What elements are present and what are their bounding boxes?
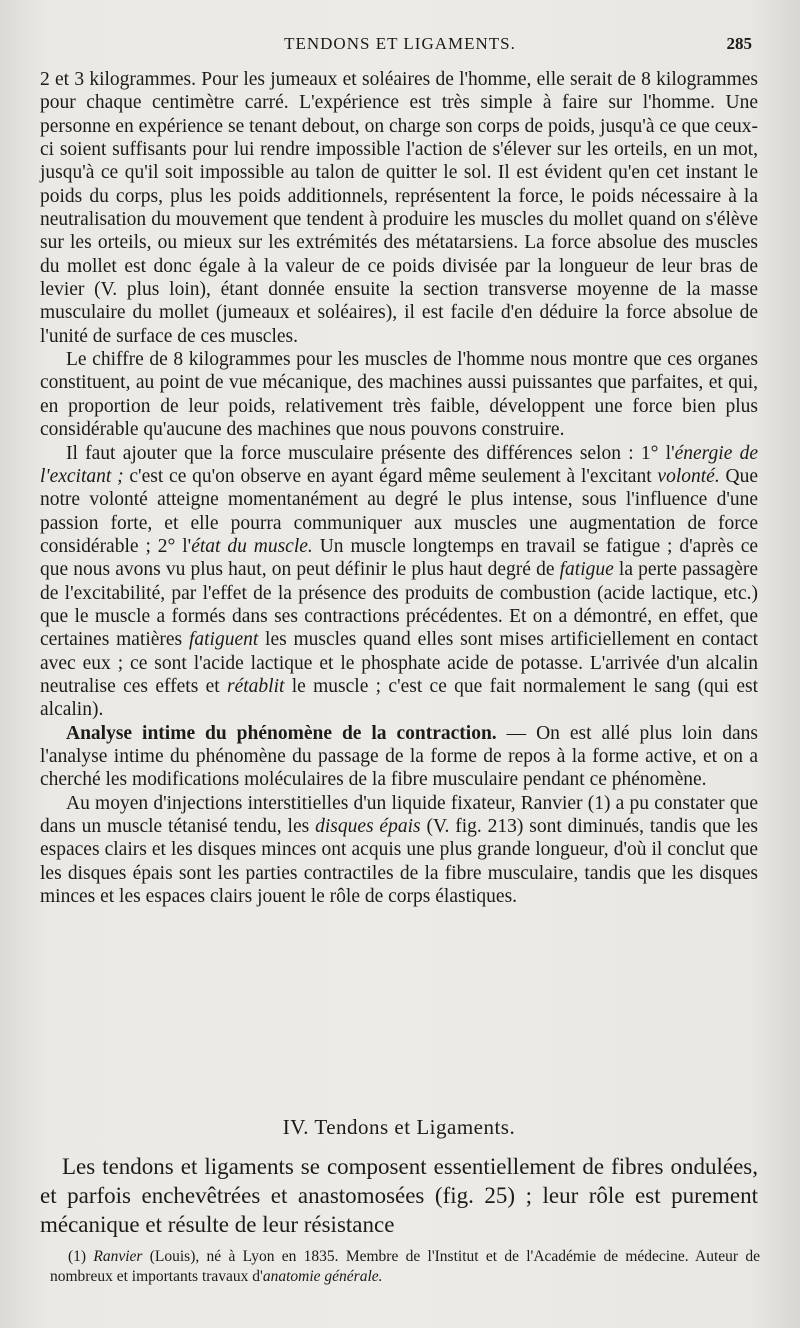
paragraph-5 bbox=[40, 792, 758, 909]
footnote bbox=[50, 1247, 760, 1287]
italic-disques-epais: disques épais bbox=[315, 816, 421, 837]
paragraph-3-text: les muscles quand elles sont mises artificiellement en contact avec eux ; ce sont l'acide lactique et le phosphate acide de potasse. L'arrivée d'un alcalin neutralise ces effets et bbox=[40, 629, 759, 697]
page-header bbox=[40, 34, 760, 58]
paragraph-3-text: Que notre volonté atteigne momentanément au degré le plus intense, sous l'influence d'une passion forte, et elle pourra communiquer aux muscles une augmentation de force considérable ; 2° l' bbox=[40, 465, 758, 557]
italic-volonte: volonté. bbox=[657, 465, 720, 487]
section-title: Tendons et Ligaments. bbox=[314, 1115, 516, 1139]
footnote-italic: anatomie générale. bbox=[262, 1268, 383, 1285]
section-first-paragraph: Les tendons et ligaments se composent essentiellement de fibres ondulées, et parfois enchevêtrées et anastomosées (fig. 25) ; leur rôle est purement mécanique et résulte de leur résistance bbox=[40, 1154, 758, 1237]
footnote-marker: (1) bbox=[68, 1248, 87, 1265]
paragraph-5-text: Au moyen d'injections interstitielles d'un liquide fixateur, Ranvier (1) a pu constater que dans un muscle tétanisé tendu, les bbox=[40, 792, 758, 837]
section-number: IV. bbox=[282, 1115, 309, 1139]
paragraph-2: Le chiffre de 8 kilogrammes pour les muscles de l'homme nous montre que ces organes constituent, au point de vue mécanique, des machines aussi puissantes que parfaites, et qui, en proportion de leur poids, relativement très faible, développent une force bien plus considérable qu'aucune des machines que nous pouvons construire. bbox=[40, 349, 758, 441]
page-number: 285 bbox=[726, 34, 752, 53]
section-heading bbox=[40, 1115, 758, 1140]
paragraph-4-text: — On est allé plus loin dans l'analyse intime du phénomène du passage de la forme de repos à la forme active, et on a cherché les modifications moléculaires de la fibre musculaire pendant ce phénomène. bbox=[40, 722, 758, 791]
paragraph-3-text: Un muscle longtemps en travail se fatigue ; d'après ce que nous avons vu plus haut, on peut définir le plus haut degré de bbox=[40, 535, 759, 581]
paragraph-3-text: c'est ce qu'on observe en ayant égard même seulement à l'excitant bbox=[123, 465, 658, 487]
paragraph-4-run-in-heading: Analyse intime du phénomène de la contraction. bbox=[66, 722, 497, 744]
paragraph-3-text: Il faut ajouter que la force musculaire présente des différences selon : 1° l' bbox=[66, 442, 675, 464]
paragraph-3-text: la perte passagère de l'excitabilité, par l'effet de la présence des produits de combustion (acide lactique, etc.) que le muscle a formés dans ses contractions précédentes. Et on a démontré, en effet, que certaines matières bbox=[40, 559, 758, 651]
running-title: TENDONS ET LIGAMENTS. bbox=[284, 34, 516, 53]
italic-fatigue: fatigue bbox=[559, 559, 614, 581]
footnote-text: (Louis), né à Lyon en 1835. Membre de l'Institut et de l'Académie de médecine. Auteur de nombreux et importants travaux d' bbox=[50, 1248, 761, 1285]
paragraph-4 bbox=[40, 722, 758, 792]
body-text bbox=[40, 68, 758, 908]
paragraph-3-text: le muscle ; c'est ce que fait normalement le sang (qui est alcalin). bbox=[40, 675, 758, 721]
paragraph-5-text: (V. fig. 213) sont diminués, tandis que les espaces clairs et les disques minces ont acquis une plus grande longueur, d'où il conclut que les disques épais sont les parties contractiles de la fibre musculaire, tandis que les disques minces et les espaces clairs jouent le rôle de corps élastiques. bbox=[40, 816, 758, 908]
footnote-name: Ranvier bbox=[93, 1248, 143, 1265]
italic-retablit: rétablit bbox=[227, 675, 285, 697]
italic-energie-excitant: énergie de l'excitant ; bbox=[40, 442, 759, 487]
italic-fatiguent: fatiguent bbox=[188, 629, 259, 651]
italic-etat-du-muscle: état du muscle. bbox=[191, 535, 313, 557]
paragraph-3 bbox=[40, 442, 758, 722]
paragraph-1: 2 et 3 kilogrammes. Pour les jumeaux et soléaires de l'homme, elle serait de 8 kilogrammes pour chaque centimètre carré. L'expérience est très simple à faire sur l'homme. Une personne en expérience se tenant debout, on charge son corps de poids, jusqu'à ce que ceux-ci soient suffisants pour lui rendre impossible l'action de s'élever sur les orteils, en un mot, jusqu'à ce qu'il soit impossible au talon de quitter le sol. Il est évident qu'en cet instant le poids du corps, plus les poids additionnels, représentent la force, le poids nécessaire à la neutralisation du mouvement que tendent à produire les muscles du mollet quand on s'élève sur les orteils, ou mieux sur les extrémités des métatarsiens. La force absolue des muscles du mollet est donc égale à la valeur de ce poids divisée par la longueur de leur bras de levier (V. plus loin), étant donnée ensuite la section transverse moyenne de la masse musculaire du mollet (jumeaux et soléaires), il est facile d'en déduire la force absolue de l'unité de surface de ces muscles. bbox=[40, 69, 758, 347]
